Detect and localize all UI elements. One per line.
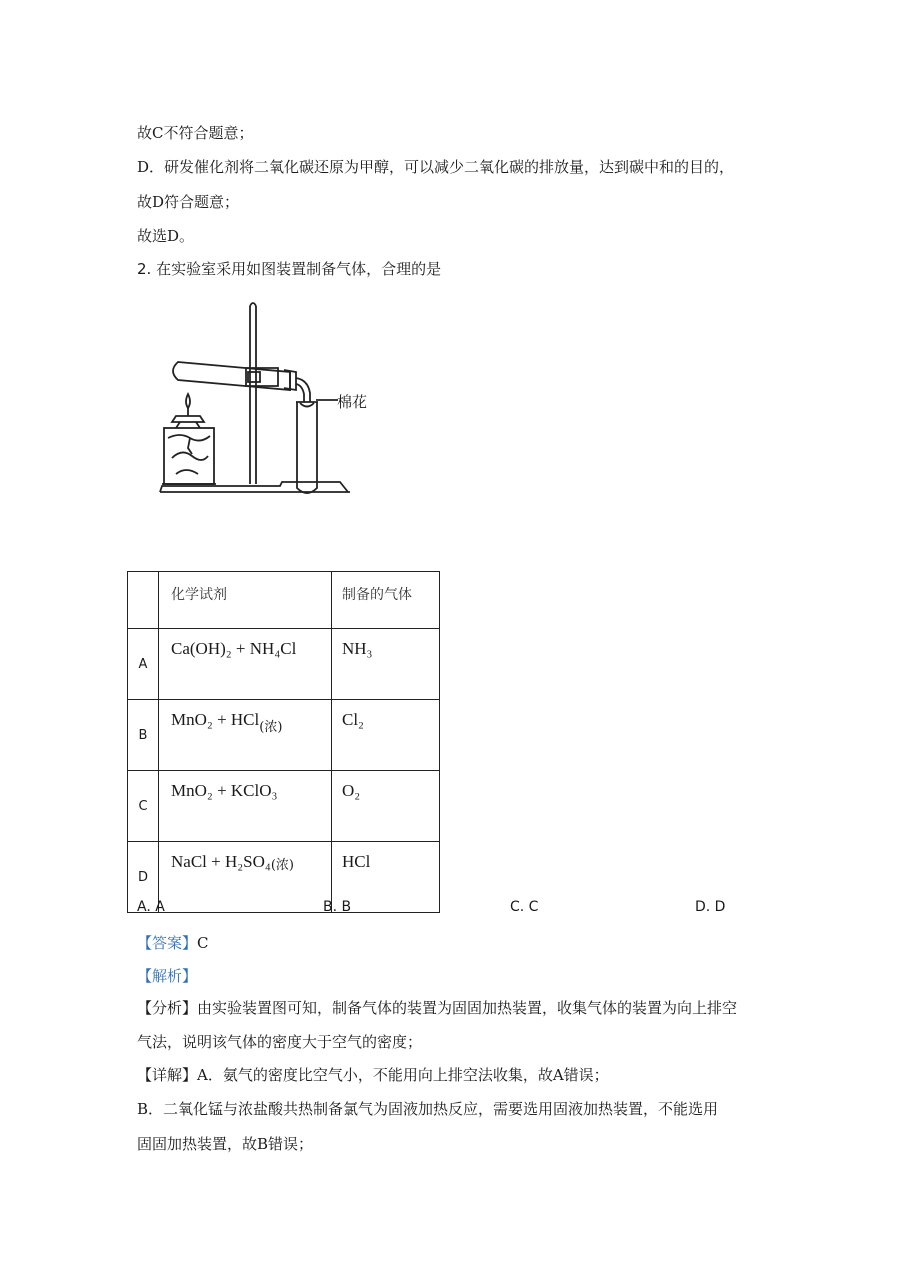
xiangjie-text: A．氨气的密度比空气小，不能用向上排空法收集，故A错误； xyxy=(197,1066,609,1084)
choice-c: C. C xyxy=(510,899,539,915)
fenxi-label: 【分析】 xyxy=(137,999,198,1017)
table-cell xyxy=(128,572,159,629)
option-letter: D xyxy=(128,842,159,913)
gas-formula: Cl₂ xyxy=(342,710,364,729)
table-row xyxy=(128,629,440,700)
gas-formula: NH₃ xyxy=(342,639,373,658)
choice-a: A. A xyxy=(137,899,165,915)
fenxi-text: 由实验装置图可知，制备气体的装置为固固加热装置，收集气体的装置为向上排空 xyxy=(197,999,738,1017)
reagent-formula: Ca(OH)₂ + NH₄Cl xyxy=(171,639,297,658)
text-line: B．二氧化锰与浓盐酸共热制备氯气为固液加热反应，需要选用固液加热装置，不能选用 xyxy=(137,1100,719,1118)
option-letter: A xyxy=(128,629,159,700)
gas-formula: HCl xyxy=(342,852,371,871)
analysis-line xyxy=(137,965,197,986)
reagent-header: 化学试剂 xyxy=(159,572,332,629)
text-line: 气法，说明该气体的密度大于空气的密度； xyxy=(137,1033,423,1051)
fenxi-line xyxy=(137,997,737,1018)
text-line: 故D符合题意； xyxy=(137,193,240,211)
text-line: 固固加热装置，故B错误； xyxy=(137,1135,314,1153)
reagent-formula: MnO₂ + KClO₃ xyxy=(171,781,278,800)
table-row xyxy=(128,771,440,842)
question-stem: 2. 在实验室采用如图装置制备气体，合理的是 xyxy=(137,260,442,278)
table-row xyxy=(128,700,440,771)
text-line: D．研发催化剂将二氧化碳还原为甲醇，可以减少二氧化碳的排放量，达到碳中和的目的， xyxy=(137,158,735,176)
gas-formula: O₂ xyxy=(342,781,361,800)
table-row xyxy=(128,842,440,913)
table-header-row xyxy=(128,572,440,629)
choice-b: B. B xyxy=(323,899,352,915)
options-table xyxy=(127,571,440,913)
cotton-label: 棉花 xyxy=(337,393,368,411)
text-line: 故C不符合题意； xyxy=(137,124,254,142)
reagent-formula: NaCl + H₂SO₄ xyxy=(171,852,271,871)
xiangjie-label: 【详解】 xyxy=(137,1066,198,1084)
reagent-note: (浓) xyxy=(259,720,283,735)
reagent-note: (浓) xyxy=(270,858,294,873)
answer-value: C xyxy=(197,934,209,952)
option-letter: B xyxy=(128,700,159,771)
answer-label: 【答案】 xyxy=(137,934,198,952)
option-letter: C xyxy=(128,771,159,842)
choice-d: D. D xyxy=(695,899,726,915)
xiangjie-line xyxy=(137,1064,609,1085)
gas-header: 制备的气体 xyxy=(332,572,440,629)
text-line: 故选D。 xyxy=(137,227,195,245)
analysis-label: 【解析】 xyxy=(137,967,198,985)
reagent-formula: MnO₂ + HCl xyxy=(171,710,260,729)
answer-line xyxy=(137,932,209,953)
